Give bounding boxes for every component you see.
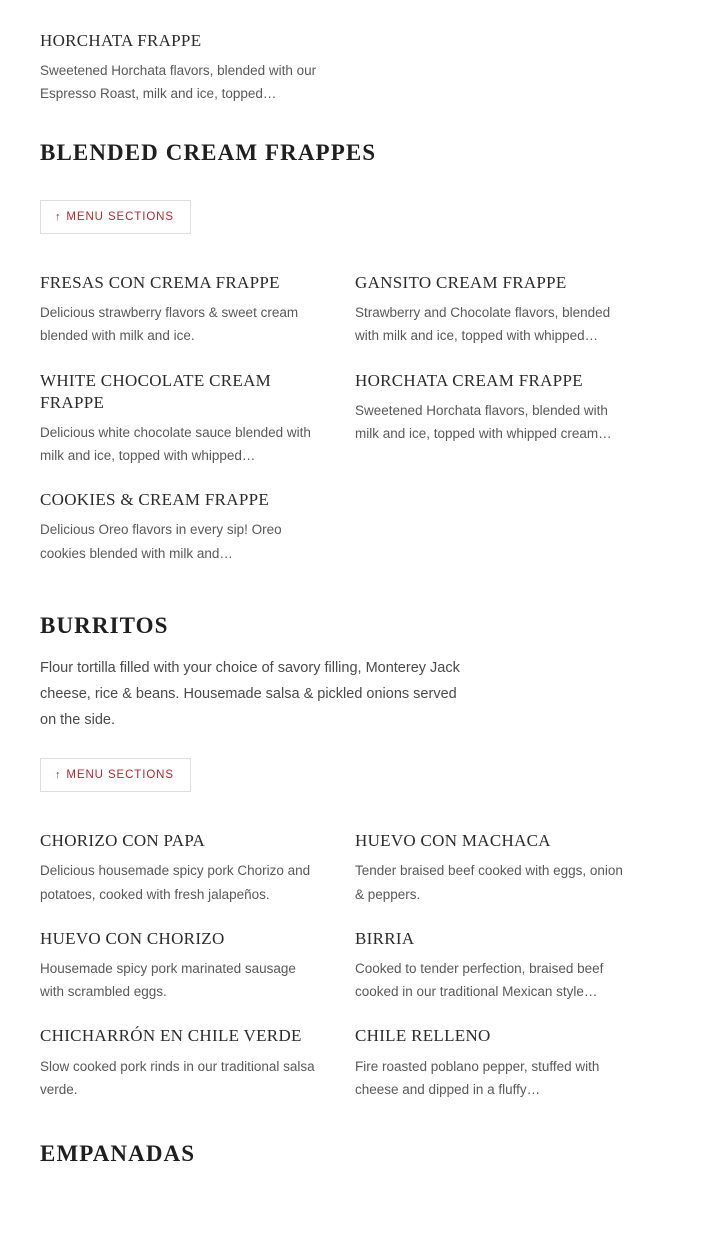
section-description: Flour tortilla filled with your choice of savory filling, Monterey Jack cheese, rice & beans. Housemade salsa & pickled onions served on the side.	[40, 659, 460, 729]
menu-item[interactable]	[40, 1025, 355, 1101]
arrow-up-icon: ↑	[55, 210, 62, 223]
menu-sections-button[interactable]	[40, 200, 191, 235]
menu-item[interactable]	[40, 370, 355, 468]
menu-item-title: HORCHATA CREAM FRAPPE	[355, 370, 583, 390]
menu-item[interactable]	[355, 928, 670, 1004]
menu-item-title: FRESAS CON CREMA FRAPPE	[40, 273, 280, 293]
menu-item[interactable]	[355, 370, 670, 468]
menu-item-description: Tender braised beef cooked with eggs, onion & peppers.	[355, 863, 623, 902]
menu-item[interactable]	[355, 1025, 670, 1101]
menu-item-title: HORCHATA FRAPPE	[40, 31, 202, 50]
menu-item[interactable]	[355, 830, 670, 906]
section-items	[40, 830, 670, 1123]
menu-item-description: Fire roasted poblano pepper, stuffed with cheese and dipped in a fluffy…	[355, 1058, 600, 1097]
menu-item[interactable]	[355, 272, 670, 348]
menu-item-description: Delicious Oreo flavors in every sip! Oreo cookies blended with milk and…	[40, 522, 282, 561]
section-title: BLENDED CREAM FRAPPES	[40, 139, 377, 165]
menu-section-empanadas	[40, 1123, 670, 1167]
menu-item-title: HUEVO CON CHORIZO	[40, 928, 225, 948]
menu-item-top	[40, 0, 670, 106]
menu-item-description: Cooked to tender perfection, braised beef cooked in our traditional Mexican style…	[355, 960, 604, 1000]
menu-item-empty	[355, 489, 670, 565]
menu-sections-button-label: MENU SECTIONS	[66, 210, 174, 223]
menu-item-description: Sweetened Horchata flavors, blended with our Espresso Roast, milk and ice, topped…	[40, 63, 317, 102]
menu-item-description: Strawberry and Chocolate flavors, blended with milk and ice, topped with whipped…	[355, 305, 611, 344]
arrow-up-icon: ↑	[55, 768, 62, 781]
menu-item-title: WHITE CHOCOLATE CREAM FRAPPE	[40, 370, 272, 412]
menu-section-blended-cream-frappes	[40, 114, 670, 587]
menu-item-title: GANSITO CREAM FRAPPE	[355, 273, 567, 293]
menu-item-description: Delicious housemade spicy pork Chorizo and potatoes, cooked with fresh jalapeños.	[40, 863, 311, 902]
menu-item-description: Housemade spicy pork marinated sausage with scrambled eggs.	[40, 960, 296, 1000]
menu-item[interactable]	[40, 928, 355, 1004]
section-title: BURRITOS	[40, 612, 169, 638]
menu-sections-button[interactable]	[40, 758, 191, 793]
menu-item-description: Delicious white chocolate sauce blended with milk and ice, topped with whipped…	[40, 424, 311, 463]
menu-item-title: CHILE RELLENO	[355, 1026, 491, 1046]
menu-item[interactable]	[40, 489, 355, 565]
menu-item-title: HUEVO CON MACHACA	[355, 831, 551, 851]
menu-sections-button-wrap	[40, 200, 670, 235]
menu-item[interactable]	[40, 272, 355, 348]
section-title: EMPANADAS	[40, 1140, 196, 1166]
section-items	[40, 272, 670, 587]
menu-sections-button-label: MENU SECTIONS	[66, 768, 174, 781]
menu-item-description: Delicious strawberry flavors & sweet cream blended with milk and ice.	[40, 305, 299, 344]
menu-section-burritos	[40, 587, 670, 1123]
menu-item-description: Sweetened Horchata flavors, blended with milk and ice, topped with whipped cream…	[355, 402, 612, 441]
menu-item[interactable]	[40, 30, 355, 106]
menu-item-title: COOKIES & CREAM FRAPPE	[40, 490, 270, 510]
menu-item-title: CHICHARRÓN EN CHILE VERDE	[40, 1026, 302, 1046]
menu-sections-button-wrap	[40, 758, 670, 793]
menu-item[interactable]	[40, 830, 355, 906]
menu-item-title: BIRRIA	[355, 928, 415, 948]
menu-item-description: Slow cooked pork rinds in our traditional salsa verde.	[40, 1058, 315, 1097]
menu-item-title: CHORIZO CON PAPA	[40, 831, 206, 851]
